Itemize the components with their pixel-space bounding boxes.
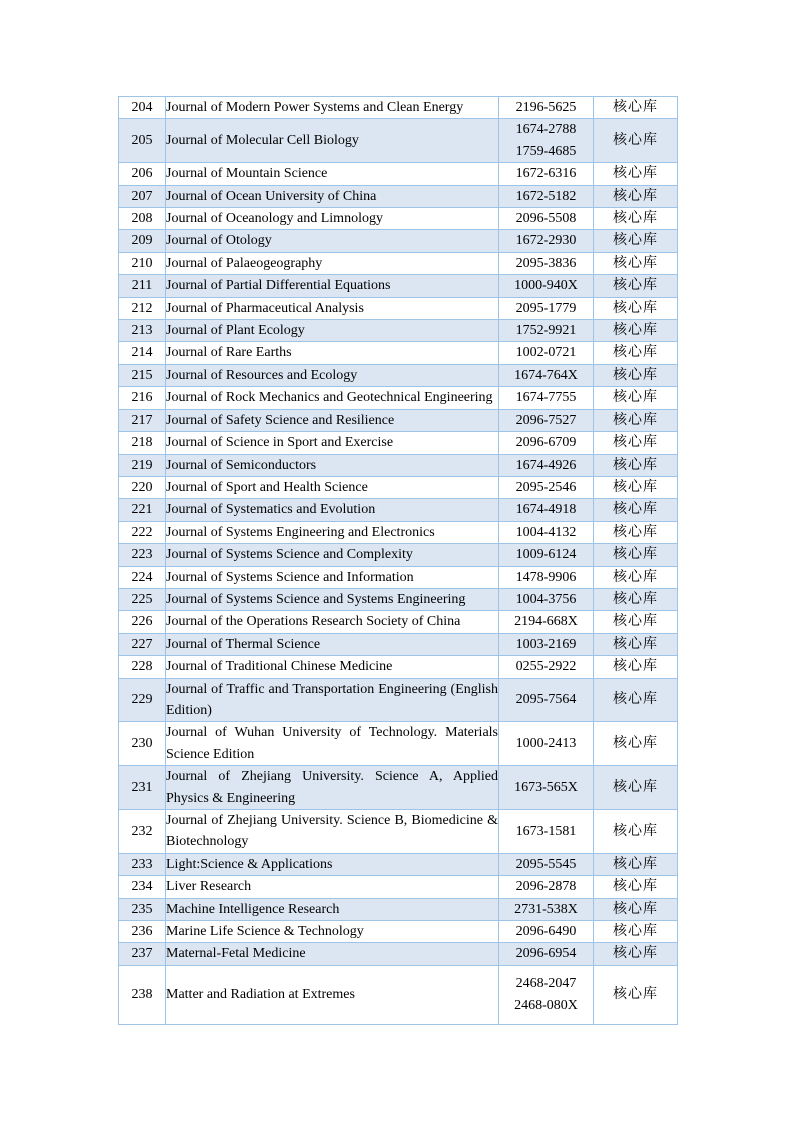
issn-value: 1674-2788 <box>515 122 577 138</box>
issn-cell <box>499 119 594 163</box>
table-row <box>119 387 678 409</box>
table-row <box>119 119 678 163</box>
journal-name: Journal of Rock Mechanics and Geotechnical Engineering <box>166 387 499 409</box>
issn-value: 1674-764X <box>514 367 578 383</box>
issn-cell <box>499 342 594 364</box>
table-row <box>119 943 678 965</box>
journal-name: Journal of the Operations Research Society of China <box>166 611 499 633</box>
status-label: 核心库 <box>594 876 678 898</box>
journal-name: Maternal-Fetal Medicine <box>166 943 499 965</box>
table-row <box>119 876 678 898</box>
status-label: 核心库 <box>594 921 678 943</box>
table-row <box>119 432 678 454</box>
status-label: 核心库 <box>594 678 678 722</box>
issn-cell <box>499 476 594 498</box>
issn-value: 1759-4685 <box>515 143 577 159</box>
issn-cell <box>499 163 594 185</box>
status-label: 核心库 <box>594 766 678 810</box>
issn-value: 1674-4918 <box>515 502 577 518</box>
status-label: 核心库 <box>594 633 678 655</box>
journal-name: Marine Life Science & Technology <box>166 921 499 943</box>
issn-value: 1672-6316 <box>515 166 577 182</box>
row-number: 210 <box>119 252 166 274</box>
issn-value: 2095-2546 <box>515 479 577 495</box>
issn-value: 0255-2922 <box>515 659 577 675</box>
issn-cell <box>499 876 594 898</box>
status-label: 核心库 <box>594 544 678 566</box>
status-label: 核心库 <box>594 566 678 588</box>
row-number: 223 <box>119 544 166 566</box>
issn-cell <box>499 965 594 1024</box>
table-row <box>119 409 678 431</box>
table-row <box>119 810 678 854</box>
row-number: 212 <box>119 297 166 319</box>
row-number: 233 <box>119 853 166 875</box>
issn-cell <box>499 275 594 297</box>
journal-name: Journal of Traffic and Transportation Engineering (English Edition) <box>166 678 499 722</box>
issn-value: 1672-5182 <box>515 188 577 204</box>
row-number: 211 <box>119 275 166 297</box>
table-row <box>119 320 678 342</box>
status-label: 核心库 <box>594 965 678 1024</box>
row-number: 215 <box>119 364 166 386</box>
journal-name: Journal of Rare Earths <box>166 342 499 364</box>
status-label: 核心库 <box>594 119 678 163</box>
table-row <box>119 342 678 364</box>
row-number: 222 <box>119 521 166 543</box>
issn-value: 1672-2930 <box>515 233 577 249</box>
issn-value: 1004-3756 <box>515 591 577 607</box>
row-number: 230 <box>119 722 166 766</box>
journal-name: Journal of Modern Power Systems and Clean Energy <box>166 97 499 119</box>
row-number: 216 <box>119 387 166 409</box>
table-row <box>119 208 678 230</box>
issn-cell <box>499 656 594 678</box>
journal-name: Journal of Plant Ecology <box>166 320 499 342</box>
issn-value: 2196-5625 <box>515 100 577 115</box>
table-row <box>119 521 678 543</box>
table-row <box>119 544 678 566</box>
row-number: 205 <box>119 119 166 163</box>
journal-name: Journal of Otology <box>166 230 499 252</box>
status-label: 核心库 <box>594 810 678 854</box>
journal-name: Journal of Systematics and Evolution <box>166 499 499 521</box>
status-label: 核心库 <box>594 185 678 207</box>
row-number: 229 <box>119 678 166 722</box>
table-row <box>119 633 678 655</box>
journal-name: Machine Intelligence Research <box>166 898 499 920</box>
status-label: 核心库 <box>594 320 678 342</box>
journal-name: Journal of Systems Engineering and Electronics <box>166 521 499 543</box>
journal-name: Journal of Ocean University of China <box>166 185 499 207</box>
issn-cell <box>499 921 594 943</box>
table-row <box>119 364 678 386</box>
status-label: 核心库 <box>594 230 678 252</box>
journal-name: Journal of Oceanology and Limnology <box>166 208 499 230</box>
journal-name: Journal of Systems Science and Information <box>166 566 499 588</box>
issn-value: 2095-3836 <box>515 255 577 271</box>
journal-name: Journal of Pharmaceutical Analysis <box>166 297 499 319</box>
issn-cell <box>499 722 594 766</box>
table-row <box>119 230 678 252</box>
issn-value: 1003-2169 <box>515 636 577 652</box>
issn-cell <box>499 454 594 476</box>
status-label: 核心库 <box>594 432 678 454</box>
journal-table <box>118 96 678 1025</box>
table-row <box>119 297 678 319</box>
status-label: 核心库 <box>594 588 678 610</box>
issn-cell <box>499 364 594 386</box>
journal-table-body <box>119 97 678 1025</box>
journal-name: Journal of Semiconductors <box>166 454 499 476</box>
journal-name: Journal of Systems Science and Systems Engineering <box>166 588 499 610</box>
table-row <box>119 898 678 920</box>
row-number: 208 <box>119 208 166 230</box>
status-label: 核心库 <box>594 97 678 119</box>
row-number: 236 <box>119 921 166 943</box>
journal-name: Journal of Partial Differential Equations <box>166 275 499 297</box>
journal-name: Journal of Thermal Science <box>166 633 499 655</box>
issn-cell <box>499 943 594 965</box>
issn-cell <box>499 588 594 610</box>
issn-value: 1002-0721 <box>515 345 577 361</box>
row-number: 206 <box>119 163 166 185</box>
issn-cell <box>499 208 594 230</box>
table-row <box>119 252 678 274</box>
row-number: 214 <box>119 342 166 364</box>
issn-value: 1478-9906 <box>515 569 577 585</box>
issn-cell <box>499 409 594 431</box>
table-row <box>119 97 678 119</box>
journal-name: Journal of Traditional Chinese Medicine <box>166 656 499 678</box>
row-number: 217 <box>119 409 166 431</box>
issn-value: 1752-9921 <box>515 323 577 339</box>
status-label: 核心库 <box>594 454 678 476</box>
journal-name: Journal of Science in Sport and Exercise <box>166 432 499 454</box>
status-label: 核心库 <box>594 163 678 185</box>
row-number: 226 <box>119 611 166 633</box>
issn-value: 2096-7527 <box>515 412 577 428</box>
issn-value: 2095-5545 <box>515 856 577 872</box>
issn-cell <box>499 387 594 409</box>
issn-value: 2194-668X <box>514 614 578 630</box>
issn-cell <box>499 97 594 119</box>
issn-cell <box>499 766 594 810</box>
issn-value: 2468-080X <box>514 997 578 1013</box>
journal-name: Journal of Systems Science and Complexity <box>166 544 499 566</box>
status-label: 核心库 <box>594 943 678 965</box>
row-number: 220 <box>119 476 166 498</box>
table-row <box>119 611 678 633</box>
status-label: 核心库 <box>594 364 678 386</box>
row-number: 235 <box>119 898 166 920</box>
issn-cell <box>499 252 594 274</box>
issn-value: 2096-6954 <box>515 946 577 962</box>
journal-name: Journal of Sport and Health Science <box>166 476 499 498</box>
issn-cell <box>499 521 594 543</box>
status-label: 核心库 <box>594 722 678 766</box>
table-row <box>119 853 678 875</box>
row-number: 213 <box>119 320 166 342</box>
issn-value: 2731-538X <box>514 901 578 917</box>
status-label: 核心库 <box>594 387 678 409</box>
table-row <box>119 566 678 588</box>
row-number: 209 <box>119 230 166 252</box>
table-row <box>119 965 678 1024</box>
table-row <box>119 476 678 498</box>
row-number: 204 <box>119 97 166 119</box>
journal-name: Journal of Zhejiang University. Science B, Biomedicine & Biotechnology <box>166 810 499 854</box>
issn-value: 2095-1779 <box>515 300 577 316</box>
row-number: 238 <box>119 965 166 1024</box>
issn-value: 2096-5508 <box>515 211 577 227</box>
status-label: 核心库 <box>594 611 678 633</box>
table-row <box>119 921 678 943</box>
issn-cell <box>499 499 594 521</box>
table-row <box>119 499 678 521</box>
issn-cell <box>499 678 594 722</box>
table-row <box>119 678 678 722</box>
issn-value: 2096-2878 <box>515 879 577 895</box>
row-number: 221 <box>119 499 166 521</box>
journal-name: Journal of Palaeogeography <box>166 252 499 274</box>
issn-cell <box>499 853 594 875</box>
status-label: 核心库 <box>594 853 678 875</box>
row-number: 225 <box>119 588 166 610</box>
issn-value: 1009-6124 <box>515 547 577 563</box>
issn-cell <box>499 230 594 252</box>
issn-value: 2468-2047 <box>515 976 577 992</box>
journal-name: Matter and Radiation at Extremes <box>166 965 499 1024</box>
issn-value: 1673-565X <box>514 779 578 795</box>
row-number: 219 <box>119 454 166 476</box>
row-number: 227 <box>119 633 166 655</box>
journal-name: Journal of Mountain Science <box>166 163 499 185</box>
status-label: 核心库 <box>594 297 678 319</box>
issn-value: 2096-6709 <box>515 435 577 451</box>
issn-value: 2096-6490 <box>515 924 577 940</box>
issn-value: 1674-7755 <box>515 390 577 406</box>
table-row <box>119 588 678 610</box>
issn-cell <box>499 633 594 655</box>
journal-name: Journal of Safety Science and Resilience <box>166 409 499 431</box>
status-label: 核心库 <box>594 499 678 521</box>
journal-name: Journal of Molecular Cell Biology <box>166 119 499 163</box>
issn-cell <box>499 432 594 454</box>
issn-value: 1673-1581 <box>515 823 577 839</box>
row-number: 234 <box>119 876 166 898</box>
issn-cell <box>499 611 594 633</box>
journal-name: Journal of Resources and Ecology <box>166 364 499 386</box>
issn-cell <box>499 185 594 207</box>
issn-cell <box>499 898 594 920</box>
row-number: 228 <box>119 656 166 678</box>
issn-cell <box>499 810 594 854</box>
issn-value: 1000-2413 <box>515 736 577 752</box>
status-label: 核心库 <box>594 208 678 230</box>
table-row <box>119 185 678 207</box>
issn-value: 2095-7564 <box>515 692 577 708</box>
issn-value: 1674-4926 <box>515 457 577 473</box>
status-label: 核心库 <box>594 342 678 364</box>
journal-name: Light:Science & Applications <box>166 853 499 875</box>
status-label: 核心库 <box>594 476 678 498</box>
row-number: 224 <box>119 566 166 588</box>
status-label: 核心库 <box>594 275 678 297</box>
issn-cell <box>499 297 594 319</box>
issn-value: 1004-4132 <box>515 524 577 540</box>
status-label: 核心库 <box>594 521 678 543</box>
table-row <box>119 722 678 766</box>
issn-cell <box>499 544 594 566</box>
status-label: 核心库 <box>594 409 678 431</box>
row-number: 231 <box>119 766 166 810</box>
status-label: 核心库 <box>594 252 678 274</box>
table-row <box>119 163 678 185</box>
status-label: 核心库 <box>594 898 678 920</box>
row-number: 207 <box>119 185 166 207</box>
issn-value: 1000-940X <box>514 278 578 294</box>
row-number: 237 <box>119 943 166 965</box>
journal-name: Journal of Zhejiang University. Science A, Applied Physics & Engineering <box>166 766 499 810</box>
journal-name: Liver Research <box>166 876 499 898</box>
journal-name: Journal of Wuhan University of Technology. Materials Science Edition <box>166 722 499 766</box>
table-row <box>119 454 678 476</box>
row-number: 218 <box>119 432 166 454</box>
table-row <box>119 656 678 678</box>
issn-cell <box>499 566 594 588</box>
table-row <box>119 766 678 810</box>
table-row <box>119 275 678 297</box>
row-number: 232 <box>119 810 166 854</box>
status-label: 核心库 <box>594 656 678 678</box>
issn-cell <box>499 320 594 342</box>
